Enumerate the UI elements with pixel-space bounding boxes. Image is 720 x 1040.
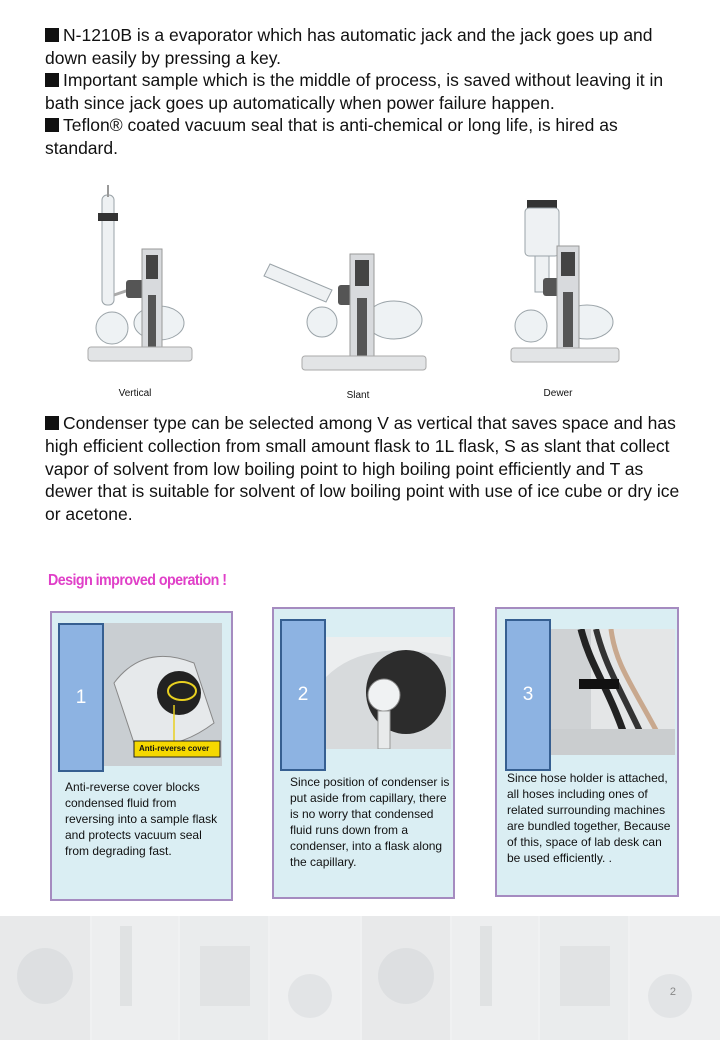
feature-card-2 [272, 607, 455, 899]
product-dewer-label: Dewer [543, 388, 573, 399]
footer-background-image [0, 916, 720, 1040]
product-dewer-image [505, 200, 625, 365]
design-title: Design improved operation ! [48, 572, 227, 589]
anti-reverse-cover-label: Anti-reverse cover [139, 744, 210, 753]
footer-image-strip [0, 916, 720, 1040]
feature-text-1: Anti-reverse cover blocks condensed fluid from reversing into a sample flask and protects vacuum seal from degrading fast. [65, 780, 218, 858]
intro-paragraph-3: Teflon® coated vacuum seal that is anti-chemical or long life, is hired as standard. [45, 115, 618, 158]
feature-image-2 [326, 637, 451, 749]
square-bullet-icon [45, 28, 59, 42]
product-vertical-image [84, 185, 194, 365]
square-bullet-icon [45, 416, 59, 430]
feature-image-1 [104, 623, 222, 766]
square-bullet-icon [45, 118, 59, 132]
intro-text [45, 24, 685, 159]
feature-text-3: Since hose holder is attached, all hoses including ones of related surrounding machines are bundled together, Because of this, space of lab desk can be used efficiently. . [507, 771, 671, 865]
intro-paragraph-2: Important sample which is the middle of process, is saved without leaving it in bath since jack goes up automatically when power failure happen. [45, 70, 664, 113]
feature-card-3 [495, 607, 679, 897]
intro-paragraph-1: N-1210B is a evaporator which has automatic jack and the jack goes up and down easily by pressing a key. [45, 25, 653, 68]
product-slant-label: Slant [346, 390, 370, 401]
product-vertical-label: Vertical [118, 388, 152, 399]
feature-number-1: 1 [58, 623, 104, 772]
feature-image-3 [551, 629, 675, 755]
product-slant-image [262, 250, 432, 375]
feature-number-3: 3 [505, 619, 551, 771]
page-number: 2 [669, 986, 676, 998]
feature-number-2: 2 [280, 619, 326, 771]
feature-text-2: Since position of condenser is put aside from capillary, there is no worry that condensed fluid runs down from a condenser, into a flask along the capillary. [290, 775, 450, 869]
square-bullet-icon [45, 73, 59, 87]
condenser-paragraph: Condenser type can be selected among V as vertical that saves space and has high efficient collection from small amount flask to 1L flask, S as slant that collect vapor of solvent from low boiling point to high boiling point efficiently and T as dewer that is suitable for solvent of low boiling point with use of ice cube or dry ice or acetone. [45, 413, 680, 525]
feature-card-1 [50, 611, 233, 901]
product-images [0, 180, 720, 410]
